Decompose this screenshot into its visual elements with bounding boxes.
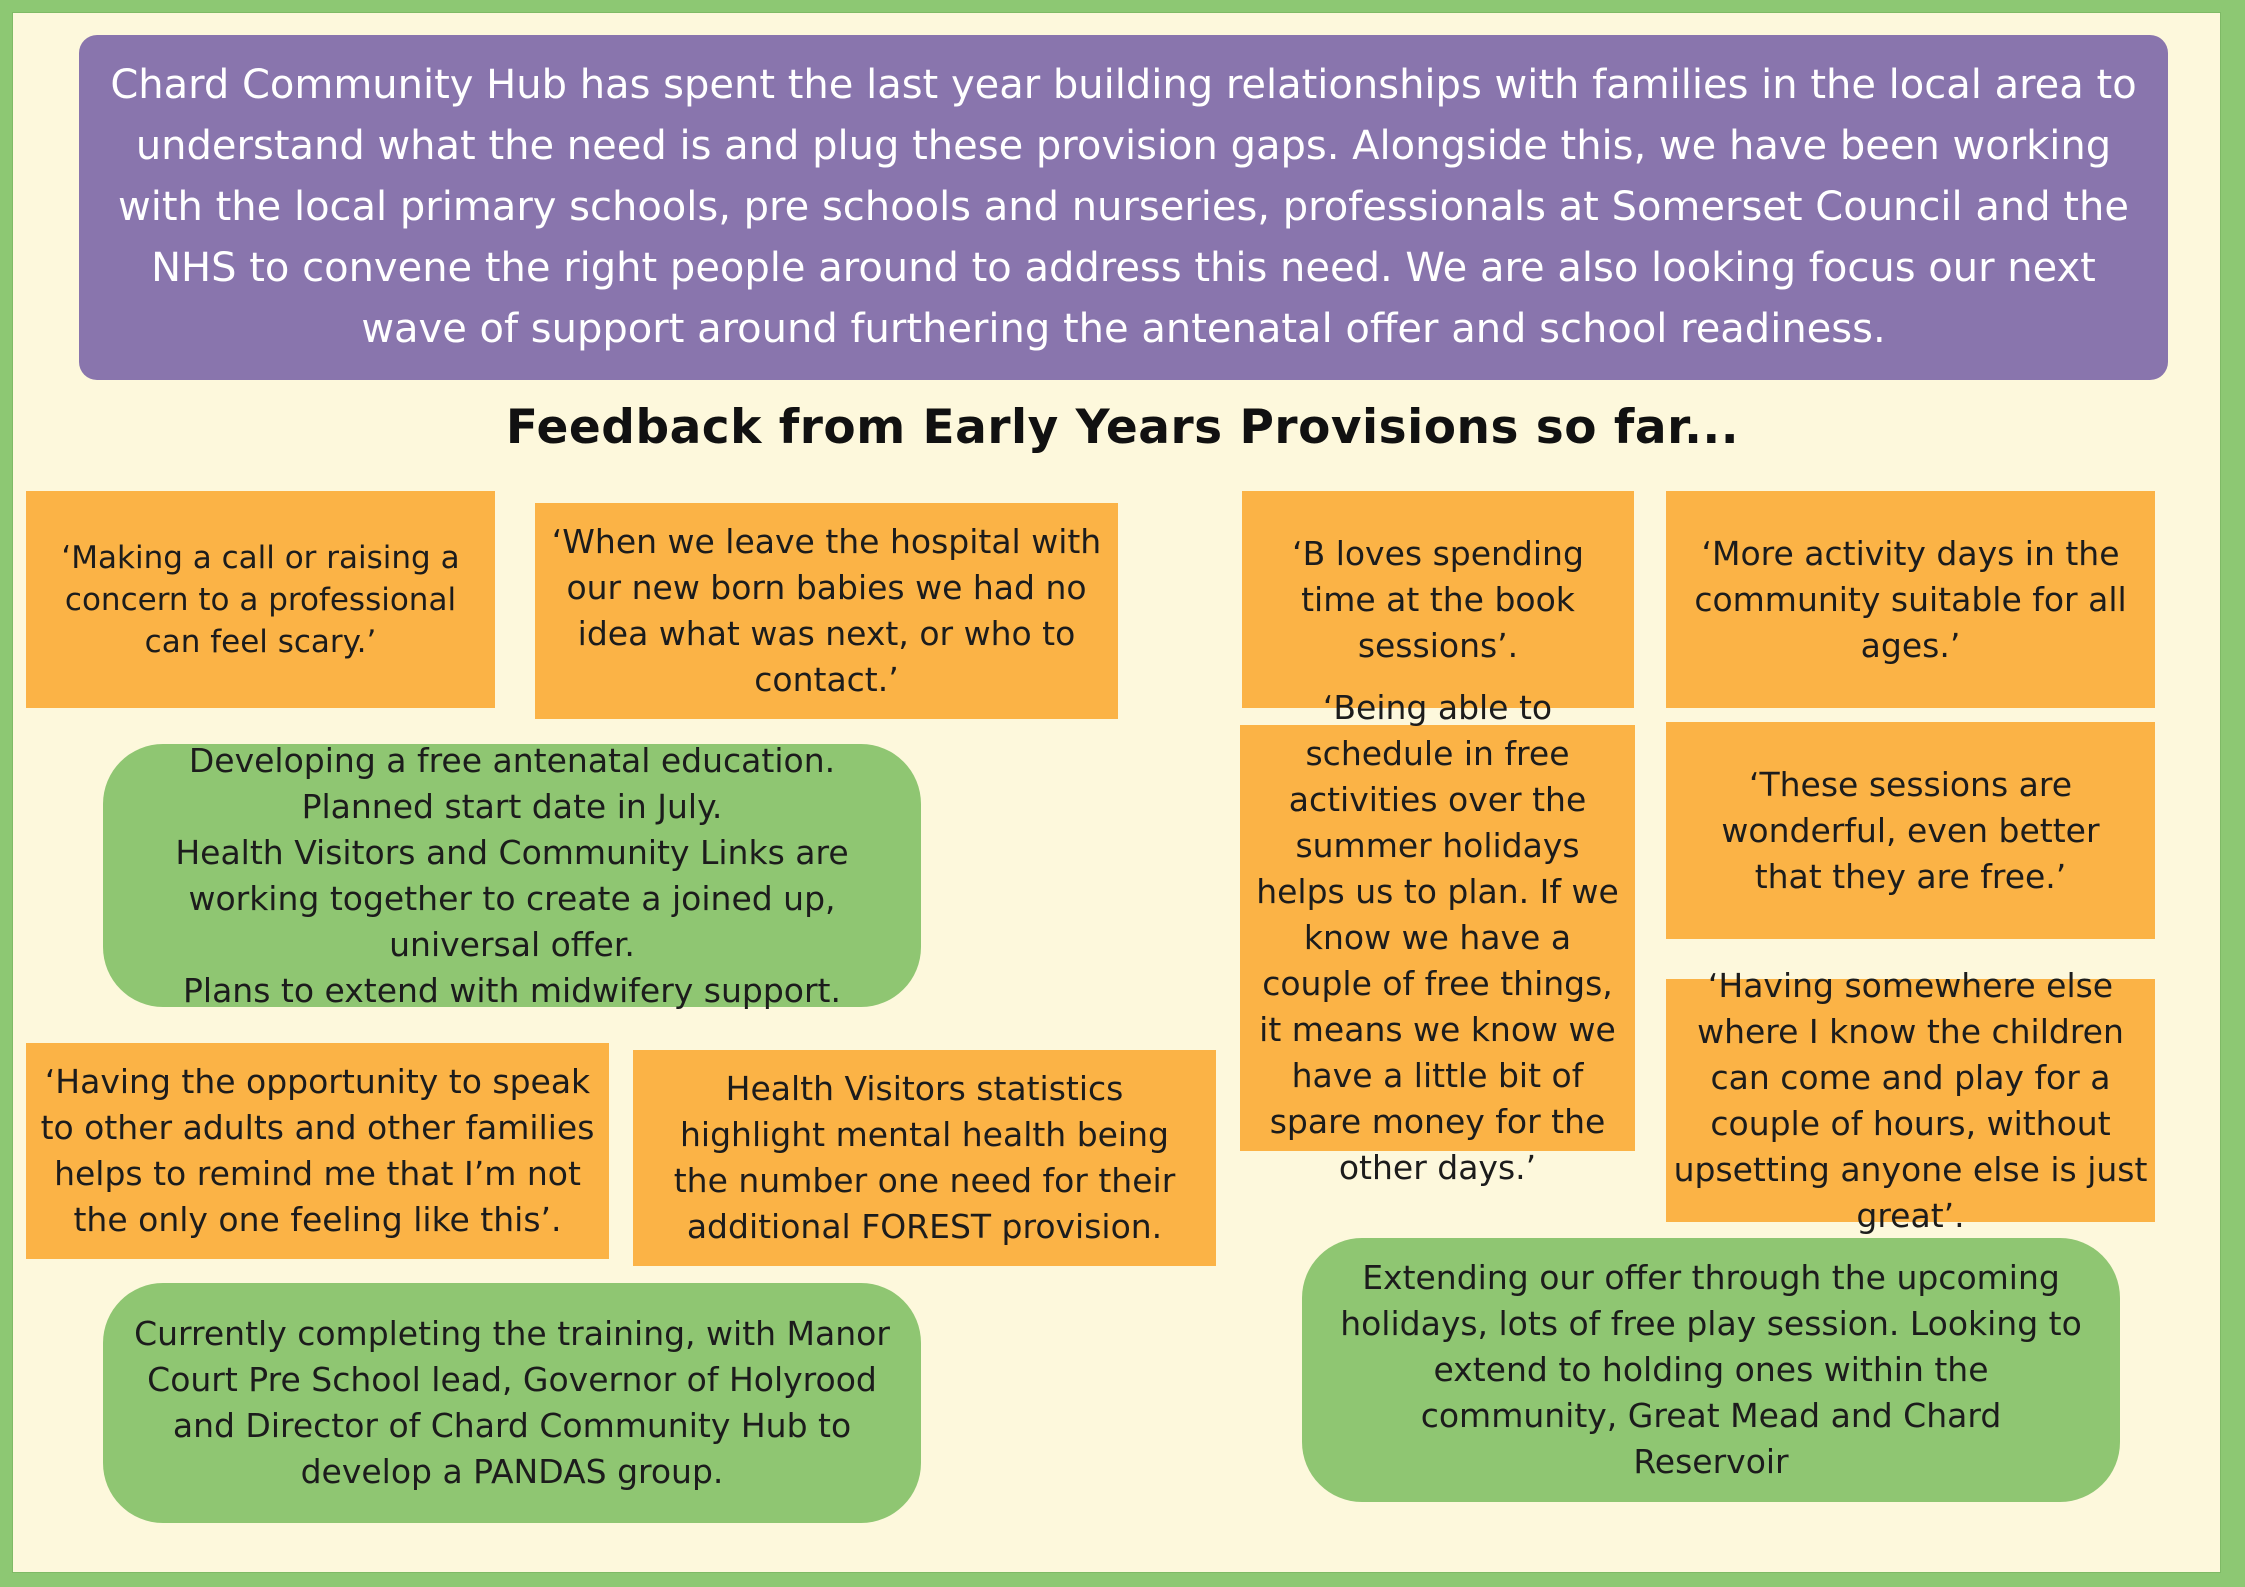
quote-text: ‘More activity days in the community suitable for all ages.’ — [1694, 533, 2127, 665]
feedback-heading: Feedback from Early Years Provisions so far... — [505, 400, 1740, 455]
action-antenatal-line-2: Health Visitors and Community Links are working together to create a joined up, universal offer. — [175, 832, 849, 964]
quote-text: ‘These sessions are wonderful, even better that they are free.’ — [1721, 764, 2100, 896]
action-antenatal-line-1: Developing a free antenatal education. Planned start date in July. — [188, 740, 836, 826]
action-holidays — [1302, 1238, 2120, 1502]
action-pandas — [103, 1283, 921, 1523]
quote-text: ‘Making a call or raising a concern to a professional can feel scary.’ — [61, 539, 460, 660]
quote-schedule — [1240, 688, 1635, 1187]
intro-text: Chard Community Hub has spent the last year building relationships with families in the local area to understand what the need is and plug these provision gaps. Alongside this, we have been working with the local primary schools, pre schools and nurseries, professionals at Somerset Council and the NHS to convene the right people around to address this need. We are also looking focus our next wave of support around furthering the antenatal offer and school readiness. — [110, 62, 2137, 352]
quote-text: ‘Having the opportunity to speak to other adults and other families helps to remind me that I’m not the only one feeling like this’. — [40, 1062, 595, 1239]
quote-text: ‘B loves spending time at the book sessions’. — [1292, 533, 1584, 665]
quote-hospital — [535, 503, 1118, 719]
quote-activity-days — [1666, 491, 2155, 708]
action-antenatal-line-3: Plans to extend with midwifery support. — [183, 970, 841, 1010]
quote-somewhere-else — [1666, 965, 2155, 1235]
quote-text: Health Visitors statistics highlight mental health being the number one need for their additional FOREST provision. — [673, 1069, 1176, 1246]
quote-text: ‘Being able to schedule in free activities over the summer holidays helps us to plan. If we know we have a couple of free things, it means we know we have a little bit of spare money for the other days.’ — [1256, 688, 1619, 1187]
quote-speak-adults — [26, 1043, 609, 1259]
quote-text: ‘When we leave the hospital with our new born babies we had no idea what was next, or who to contact.’ — [551, 522, 1102, 699]
quote-text: ‘Having somewhere else where I know the children can come and play for a couple of hours, without upsetting anyone else is just great’. — [1673, 965, 2148, 1235]
action-text: Currently completing the training, with Manor Court Pre School lead, Governor of Holyrood and Director of Chard Community Hub to develop a PANDAS group. — [134, 1314, 890, 1491]
quote-wonderful — [1666, 722, 2155, 939]
action-text: Extending our offer through the upcoming holidays, lots of free play session. Looking to extend to holding ones within the community, Great Mead and Chard Reservoir — [1340, 1258, 2082, 1481]
intro-banner — [79, 35, 2168, 380]
quote-health-visitors — [633, 1050, 1216, 1266]
quote-book-sessions — [1242, 491, 1634, 708]
quote-making-call — [26, 491, 495, 708]
action-antenatal — [103, 740, 921, 1010]
